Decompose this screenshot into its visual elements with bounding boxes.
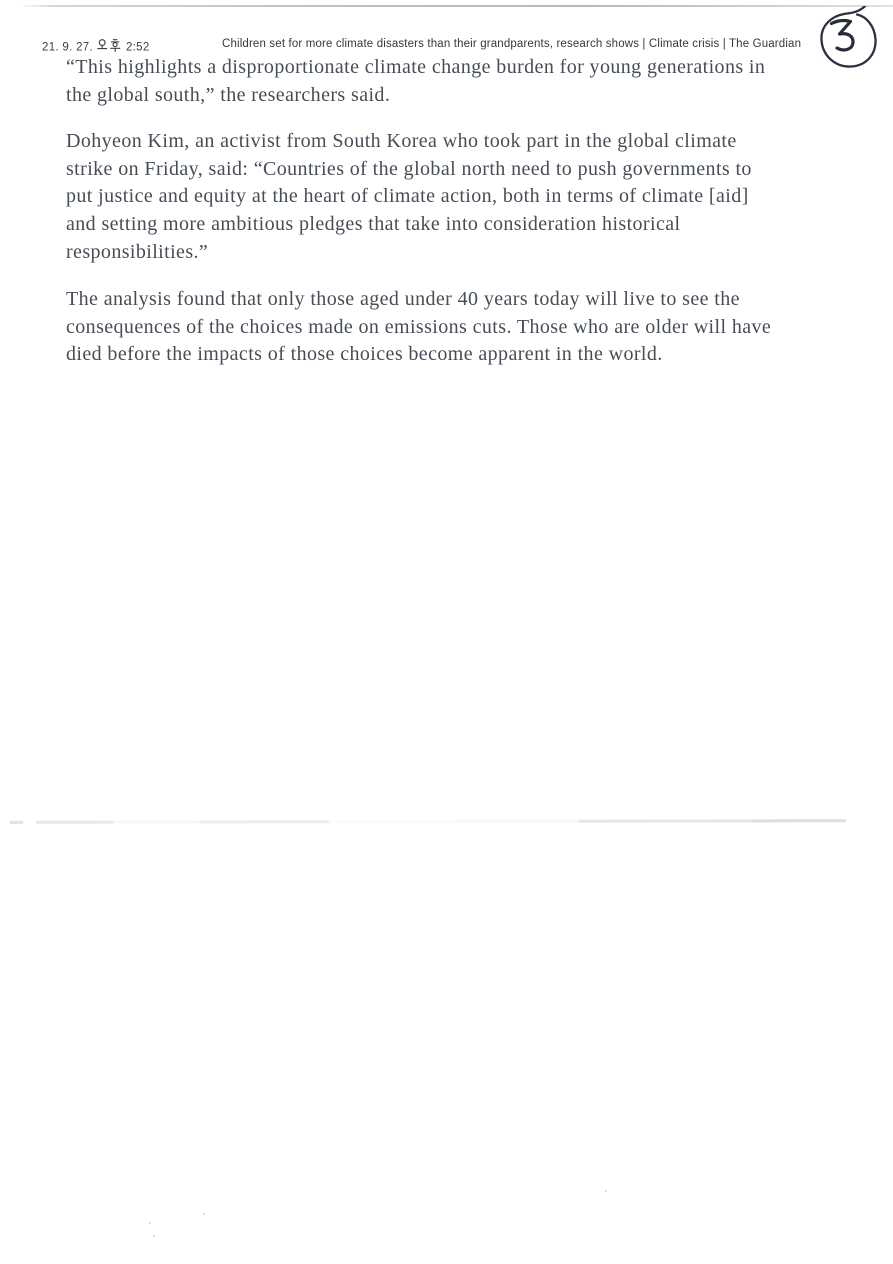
article-line: The analysis found that only those aged under 40 years today will live to see the: [66, 288, 740, 311]
article-line: responsibilities.”: [66, 240, 209, 263]
article-line: the global south,” the researchers said.: [66, 83, 391, 106]
scanner-edge-artifact: [18, 5, 893, 7]
scan-speck: [203, 1213, 205, 1215]
document-header-title: Children set for more climate disasters than their grandparents, research shows | Climate crisis | The Guardian: [222, 38, 802, 50]
article-line: died before the impacts of those choices become apparent in the world.: [66, 343, 663, 366]
scan-speck: [149, 1222, 151, 1224]
print-timestamp-date: 21. 9. 27.: [42, 41, 93, 54]
print-timestamp: [42, 39, 150, 55]
paragraph: [66, 286, 856, 369]
article-line: strike on Friday, said: “Countries of the global north need to push governments to: [66, 157, 752, 180]
article-line: and setting more ambitious pledges that take into consideration historical: [66, 212, 681, 235]
article-line: “This highlights a disproportionate climate change burden for young generations in: [66, 56, 766, 78]
article-line: consequences of the choices made on emissions cuts. Those who are older will have: [66, 315, 772, 338]
scanner-smudge-artifact: [10, 819, 872, 824]
article-body: [66, 54, 856, 388]
article-line: Dohyeon Kim, an activist from South Korea who took part in the global climate: [66, 130, 737, 153]
paragraph: [66, 54, 856, 109]
print-timestamp-time: 2:52: [125, 41, 150, 54]
paragraph: [66, 128, 856, 266]
scan-speck: [153, 1235, 155, 1237]
korean-pm-text: [97, 39, 121, 55]
article-line: put justice and equity at the heart of climate action, both in terms of climate [aid]: [66, 185, 749, 208]
scan-speck: [605, 1190, 607, 1192]
handwritten-three: [832, 21, 854, 50]
